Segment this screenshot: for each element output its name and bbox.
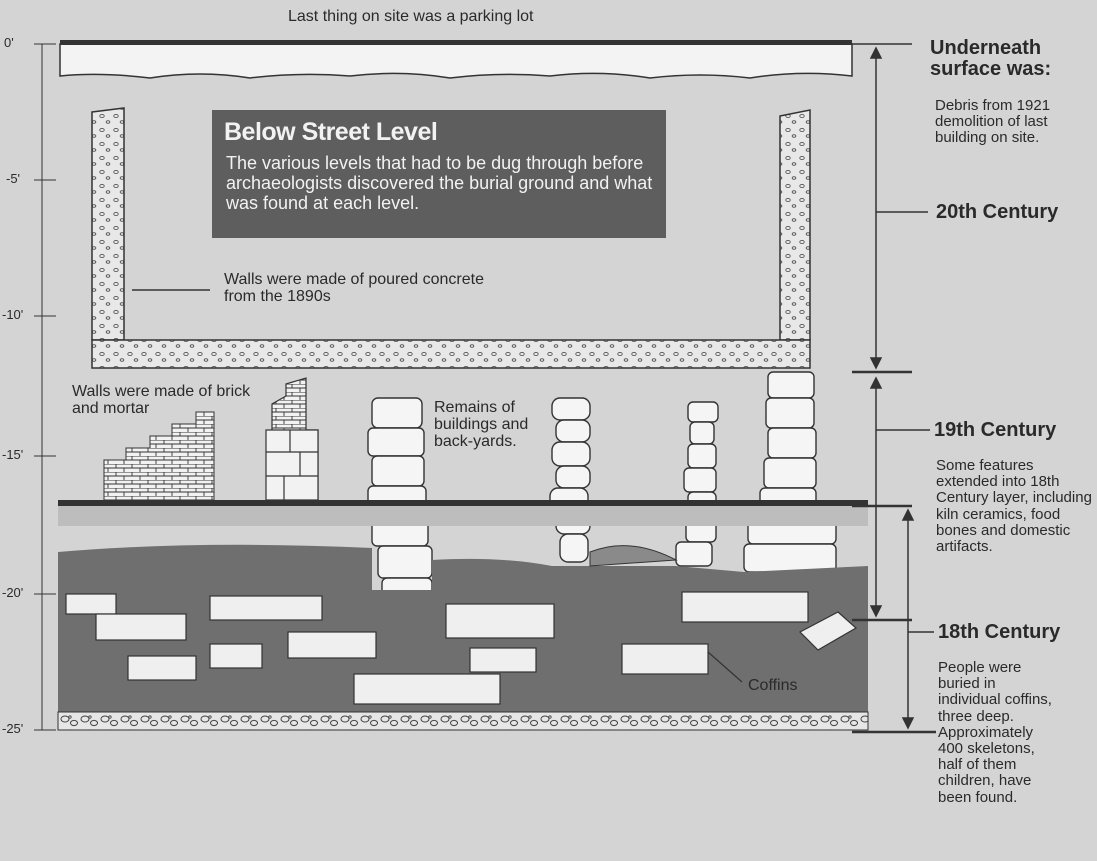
light-soil-band [58,506,868,526]
century-18-body: People were buried in individual coffins, three deep. Approximately 400 skeletons, half of them children, have been found. [938,659,1052,806]
century-19-body: Some features extended into 18th Century layer, including kiln ceramics, food bones and domestic artifacts. [936,457,1092,555]
diagram-title: Below Street Level [224,118,438,146]
layer-boundary [58,500,868,506]
depth-label-5: -5' [6,171,21,186]
century-20-heading: 20th Century [936,201,1059,223]
century-19-heading: 19th Century [934,419,1057,441]
coffins-label: Coffins [748,677,798,694]
brick-pillar [266,378,318,500]
brick-walls-label: Walls were made of brick and mortar [72,383,251,417]
depth-label-0: 0' [4,35,14,50]
parking-lot-slab [60,44,852,78]
depth-label-20: -20' [2,585,24,600]
depth-scale [34,44,56,730]
top-caption: Last thing on site was a parking lot [288,8,534,25]
title-box [212,110,666,238]
depth-label-15: -15' [2,447,24,462]
century-18-heading: 18th Century [938,621,1061,643]
remains-label: Remains of buildings and back-yards. [434,399,529,450]
diagram-description: The various levels that had to be dug through before archaeologists discovered the burial ground and what was found at each level. [226,153,653,213]
depth-label-25: -25' [2,721,24,736]
concrete-walls-label: Walls were made of poured concrete from the 1890s [224,271,484,305]
underneath-heading: Underneath surface was: [930,37,1052,80]
brick-wall-stairs [104,412,214,500]
underneath-body: Debris from 1921 demolition of last building on site. [935,97,1051,147]
depth-label-10: -10' [2,307,24,322]
gravel-base [58,712,868,730]
